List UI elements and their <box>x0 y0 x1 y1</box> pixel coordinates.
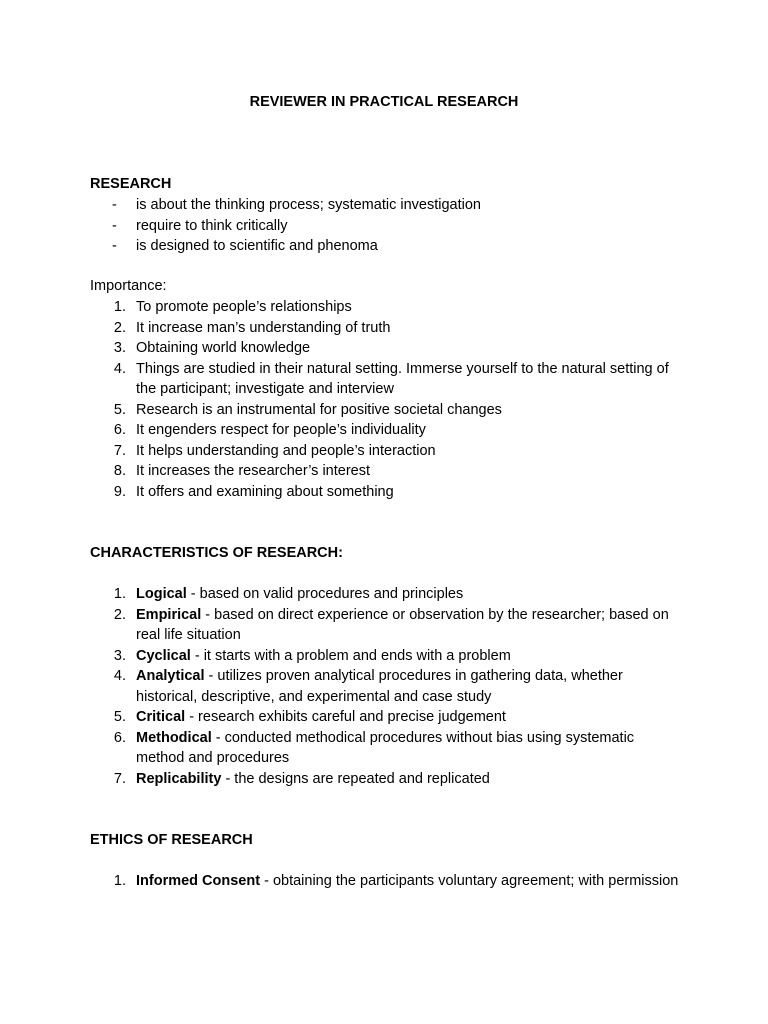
list-item <box>0 236 768 257</box>
list-number: 5. <box>113 709 126 725</box>
term-label: Empirical <box>136 606 202 623</box>
term-description: - obtaining the participants voluntary agreement; with permission <box>260 873 679 889</box>
research-bullet-list <box>0 195 768 257</box>
list-number: 3. <box>113 340 126 356</box>
list-item <box>0 482 768 503</box>
list-number: 7. <box>113 770 126 787</box>
list-item <box>0 707 768 728</box>
term-label: Methodical <box>136 729 212 746</box>
list-item <box>0 400 768 421</box>
list-item-text: It offers and examining about something <box>136 483 394 500</box>
term-label: Cyclical <box>136 647 191 664</box>
list-item-text: It increases the researcher’s interest <box>136 463 370 479</box>
list-number: 3. <box>113 647 126 664</box>
list-item <box>0 441 768 462</box>
list-item <box>0 584 768 605</box>
list-number: 8. <box>113 463 126 479</box>
list-item <box>0 420 768 441</box>
term-description: - utilizes proven analytical procedures in gathering data, whether historical, descriptive, and experimental and case study <box>136 668 623 705</box>
list-item-text <box>136 666 681 707</box>
list-item-text: It engenders respect for people’s individuality <box>136 422 426 438</box>
term-label: Replicability <box>136 770 222 787</box>
list-item <box>0 769 768 790</box>
list-number: 4. <box>113 360 126 377</box>
list-item-text: is about the thinking process; systematic investigation <box>136 197 481 213</box>
list-item-text <box>136 769 681 790</box>
list-number: 2. <box>113 606 126 623</box>
document-title: REVIEWER IN PRACTICAL RESEARCH <box>249 94 519 110</box>
list-item <box>0 359 768 400</box>
list-item-text: It helps understanding and people’s interaction <box>136 442 436 459</box>
list-number: 4. <box>113 668 126 684</box>
term-description: - the designs are repeated and replicated <box>221 770 490 787</box>
term-label: Informed Consent <box>136 873 261 889</box>
list-item <box>0 871 768 892</box>
ethics-list <box>0 871 768 892</box>
list-item <box>0 338 768 359</box>
characteristics-list <box>0 584 768 789</box>
list-item-text <box>136 646 681 667</box>
list-item <box>0 461 768 482</box>
list-item-text <box>136 728 681 769</box>
research-heading: RESEARCH <box>90 176 172 192</box>
list-number: 2. <box>113 319 126 336</box>
list-item-text <box>136 605 681 646</box>
dash-marker: - <box>112 197 117 213</box>
list-item <box>0 605 768 646</box>
list-number: 7. <box>113 442 126 459</box>
list-item <box>0 646 768 667</box>
term-description: - research exhibits careful and precise judgement <box>185 709 506 725</box>
list-item-text <box>136 584 681 605</box>
list-number: 1. <box>113 586 126 602</box>
term-label: Critical <box>136 709 186 725</box>
list-item <box>0 666 768 707</box>
ethics-heading: ETHICS OF RESEARCH <box>90 832 253 848</box>
term-label: Analytical <box>136 668 205 684</box>
list-item-text: Things are studied in their natural setting. Immerse yourself to the natural setting of the participant; investigate and interview <box>136 360 669 397</box>
list-item-text <box>136 707 681 728</box>
characteristics-heading: CHARACTERISTICS OF RESEARCH: <box>90 545 343 561</box>
list-item <box>0 195 768 216</box>
list-item-text <box>136 871 681 892</box>
importance-list <box>0 297 768 502</box>
term-description: - based on direct experience or observation by the researcher; based on real life situation <box>136 606 669 643</box>
term-description: - based on valid procedures and principles <box>186 586 464 602</box>
list-item-text: Research is an instrumental for positive societal changes <box>136 401 502 418</box>
list-number: 5. <box>113 401 126 418</box>
list-item-text: To promote people’s relationships <box>136 299 352 315</box>
list-number: 1. <box>113 873 126 889</box>
importance-label: Importance: <box>90 278 167 294</box>
term-label: Logical <box>136 586 187 602</box>
list-number: 6. <box>113 422 126 438</box>
list-number: 1. <box>113 299 126 315</box>
list-item <box>0 728 768 769</box>
list-item-text: Obtaining world knowledge <box>136 340 311 356</box>
list-item-text: It increase man’s understanding of truth <box>136 319 391 336</box>
list-number: 9. <box>113 483 126 500</box>
list-item <box>0 216 768 237</box>
term-description: - conducted methodical procedures without bias using systematic method and procedures <box>136 729 635 766</box>
list-item-text: require to think critically <box>136 217 288 234</box>
list-number: 6. <box>113 729 126 746</box>
dash-marker: - <box>112 217 117 234</box>
list-item <box>0 297 768 318</box>
dash-marker: - <box>112 238 117 254</box>
list-item <box>0 318 768 339</box>
list-item-text: is designed to scientific and phenoma <box>136 238 378 254</box>
term-description: - it starts with a problem and ends with a problem <box>190 647 511 664</box>
